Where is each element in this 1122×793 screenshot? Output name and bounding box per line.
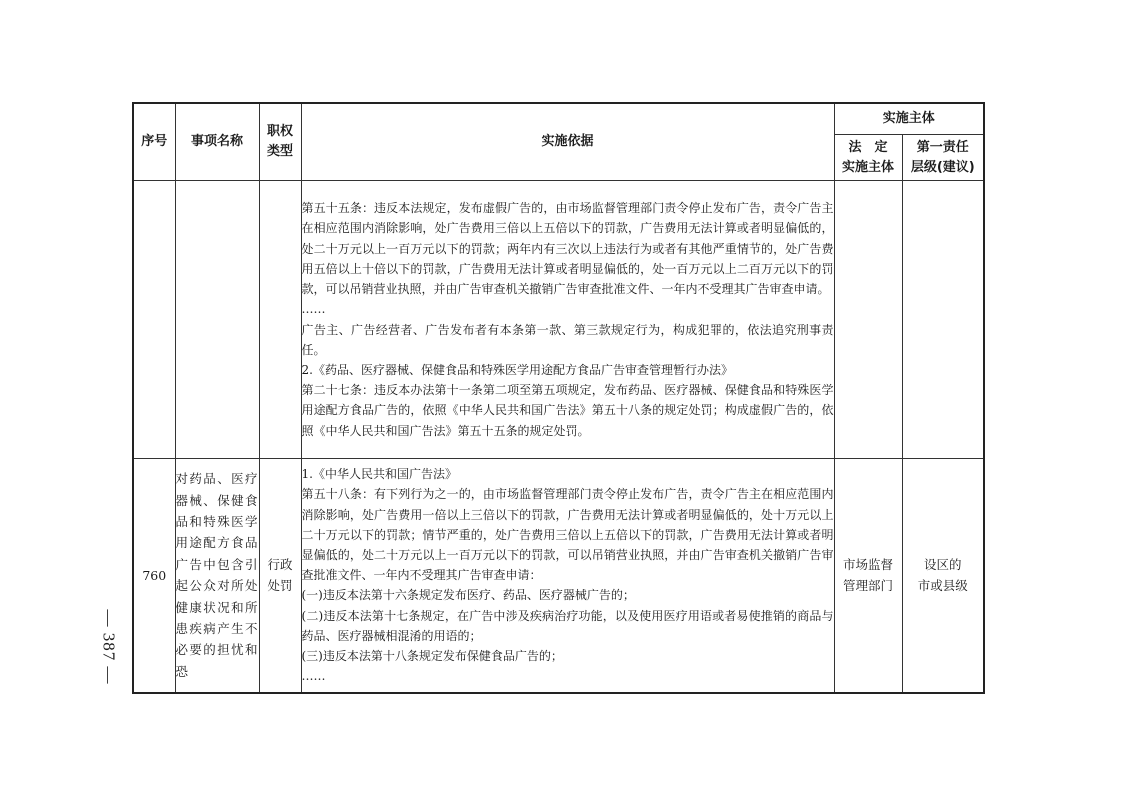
- cell-empty-first: [902, 181, 984, 459]
- first-resp-line1: 设区的: [924, 557, 962, 573]
- header-authority-type-line1: 职权: [266, 124, 293, 139]
- header-authority-type: [259, 103, 301, 181]
- header-first-resp-line2: 层级(建议): [910, 159, 975, 175]
- cell-empty-name: [175, 181, 259, 459]
- legal-subject-line2: 管理部门: [842, 578, 893, 594]
- table-row-continued: [133, 181, 984, 459]
- basis-paragraph: 1.《中华人民共和国广告法》: [301, 467, 457, 482]
- basis-paragraph: (二)违反本法第十七条规定，在广告中涉及疾病治疗功能，以及使用医疗用语或者易使推销的商品与药品、医疗器械相混淆的用语的；: [301, 608, 834, 643]
- header-first-responsibility: [902, 135, 984, 181]
- cell-item-name: 对药品、医疗器械、保健食品和特殊医学用途配方食品广告中包含引起公众对所处健康状况和所患疾病产生不必要的担忧和恐: [175, 459, 259, 693]
- authority-table: [132, 102, 985, 694]
- header-basis: 实施依据: [301, 103, 834, 181]
- header-first-resp-line1: 第一责任: [916, 139, 969, 155]
- header-authority-type-line2: 类型: [266, 144, 293, 159]
- page-number: — 387 —: [99, 609, 118, 685]
- basis-paragraph: (三)违反本法第十八条规定发布保健食品广告的；: [301, 648, 563, 663]
- legal-subject-line1: 市场监督: [842, 557, 893, 573]
- authority-type-line1: 行政: [267, 557, 293, 573]
- basis-paragraph: 第五十八条：有下列行为之一的，由市场监督管理部门责令停止发布广告，责令广告主在相应范围内消除影响，处广告费用一倍以上三倍以下的罚款，广告费用无法计算或者明显偏低的，处十万元以上二十万元以下的罚款；情节严重的，处广告费用三倍以上五倍以下的罚款，广告费用无法计算或者明显偏低的，处二十万元以上一百万元以下的罚款，可以吊销营业执照，并由广告审查机关撤销广告审查批准文件、一年内不受理其广告审查申请：: [301, 487, 834, 583]
- authority-type-line2: 处罚: [267, 578, 293, 594]
- basis-paragraph: 第五十五条：违反本法规定，发布虚假广告的，由市场监督管理部门责令停止发布广告，责令广告主在相应范围内消除影响，处广告费用三倍以上五倍以下的罚款，广告费用无法计算或者明显偏低的，处二十万元以上一百万元以下的罚款；两年内有三次以上违法行为或者有其他严重情节的，处广告费用五倍以上十倍以下的罚款，广告费用无法计算或者明显偏低的，处一百万元以上二百万元以下的罚款，可以吊销营业执照，并由广告审查机关撤销广告审查批准文件、一年内不受理其广告审查申请。: [301, 201, 834, 297]
- cell-authority-type: [259, 459, 301, 693]
- first-resp-line2: 市或县级: [917, 578, 968, 594]
- table-row-760: [133, 459, 984, 693]
- basis-paragraph: 第二十七条：违反本办法第十一条第二项至第五项规定，发布药品、医疗器械、保健食品和特殊医学用途配方食品广告的，依照《中华人民共和国广告法》第五十八条的规定处罚；构成虚假广告的，依照《中华人民共和国广告法》第五十五条的规定处罚。: [301, 383, 834, 438]
- cell-legal-subject: [834, 459, 902, 693]
- header-legal-subject-line2: 实施主体: [841, 159, 894, 175]
- basis-paragraph: ……: [301, 669, 326, 684]
- cell-empty-type: [259, 181, 301, 459]
- basis-paragraph: 广告主、广告经营者、广告发布者有本条第一款、第三款规定行为，构成犯罪的，依法追究刑事责任。: [301, 322, 834, 357]
- cell-empty-legal: [834, 181, 902, 459]
- cell-basis-continued: [301, 181, 834, 459]
- header-subject: 实施主体: [834, 103, 984, 135]
- basis-paragraph: ……: [301, 302, 326, 317]
- cell-empty-seq: [133, 181, 175, 459]
- basis-paragraph: (一)违反本法第十六条规定发布医疗、药品、医疗器械广告的；: [301, 588, 635, 603]
- header-legal-subject-line1: 法 定: [848, 139, 888, 155]
- header-row-1: [133, 103, 984, 135]
- header-legal-subject: [834, 135, 902, 181]
- cell-seq: 760: [133, 459, 175, 693]
- cell-first-responsibility: [902, 459, 984, 693]
- basis-paragraph: 2.《药品、医疗器械、保健食品和特殊医学用途配方食品广告审查管理暂行办法》: [301, 362, 733, 377]
- header-item-name: 事项名称: [175, 103, 259, 181]
- page-number-wrap: [88, 592, 128, 702]
- cell-basis-760: [301, 459, 834, 693]
- header-seq: 序号: [133, 103, 175, 181]
